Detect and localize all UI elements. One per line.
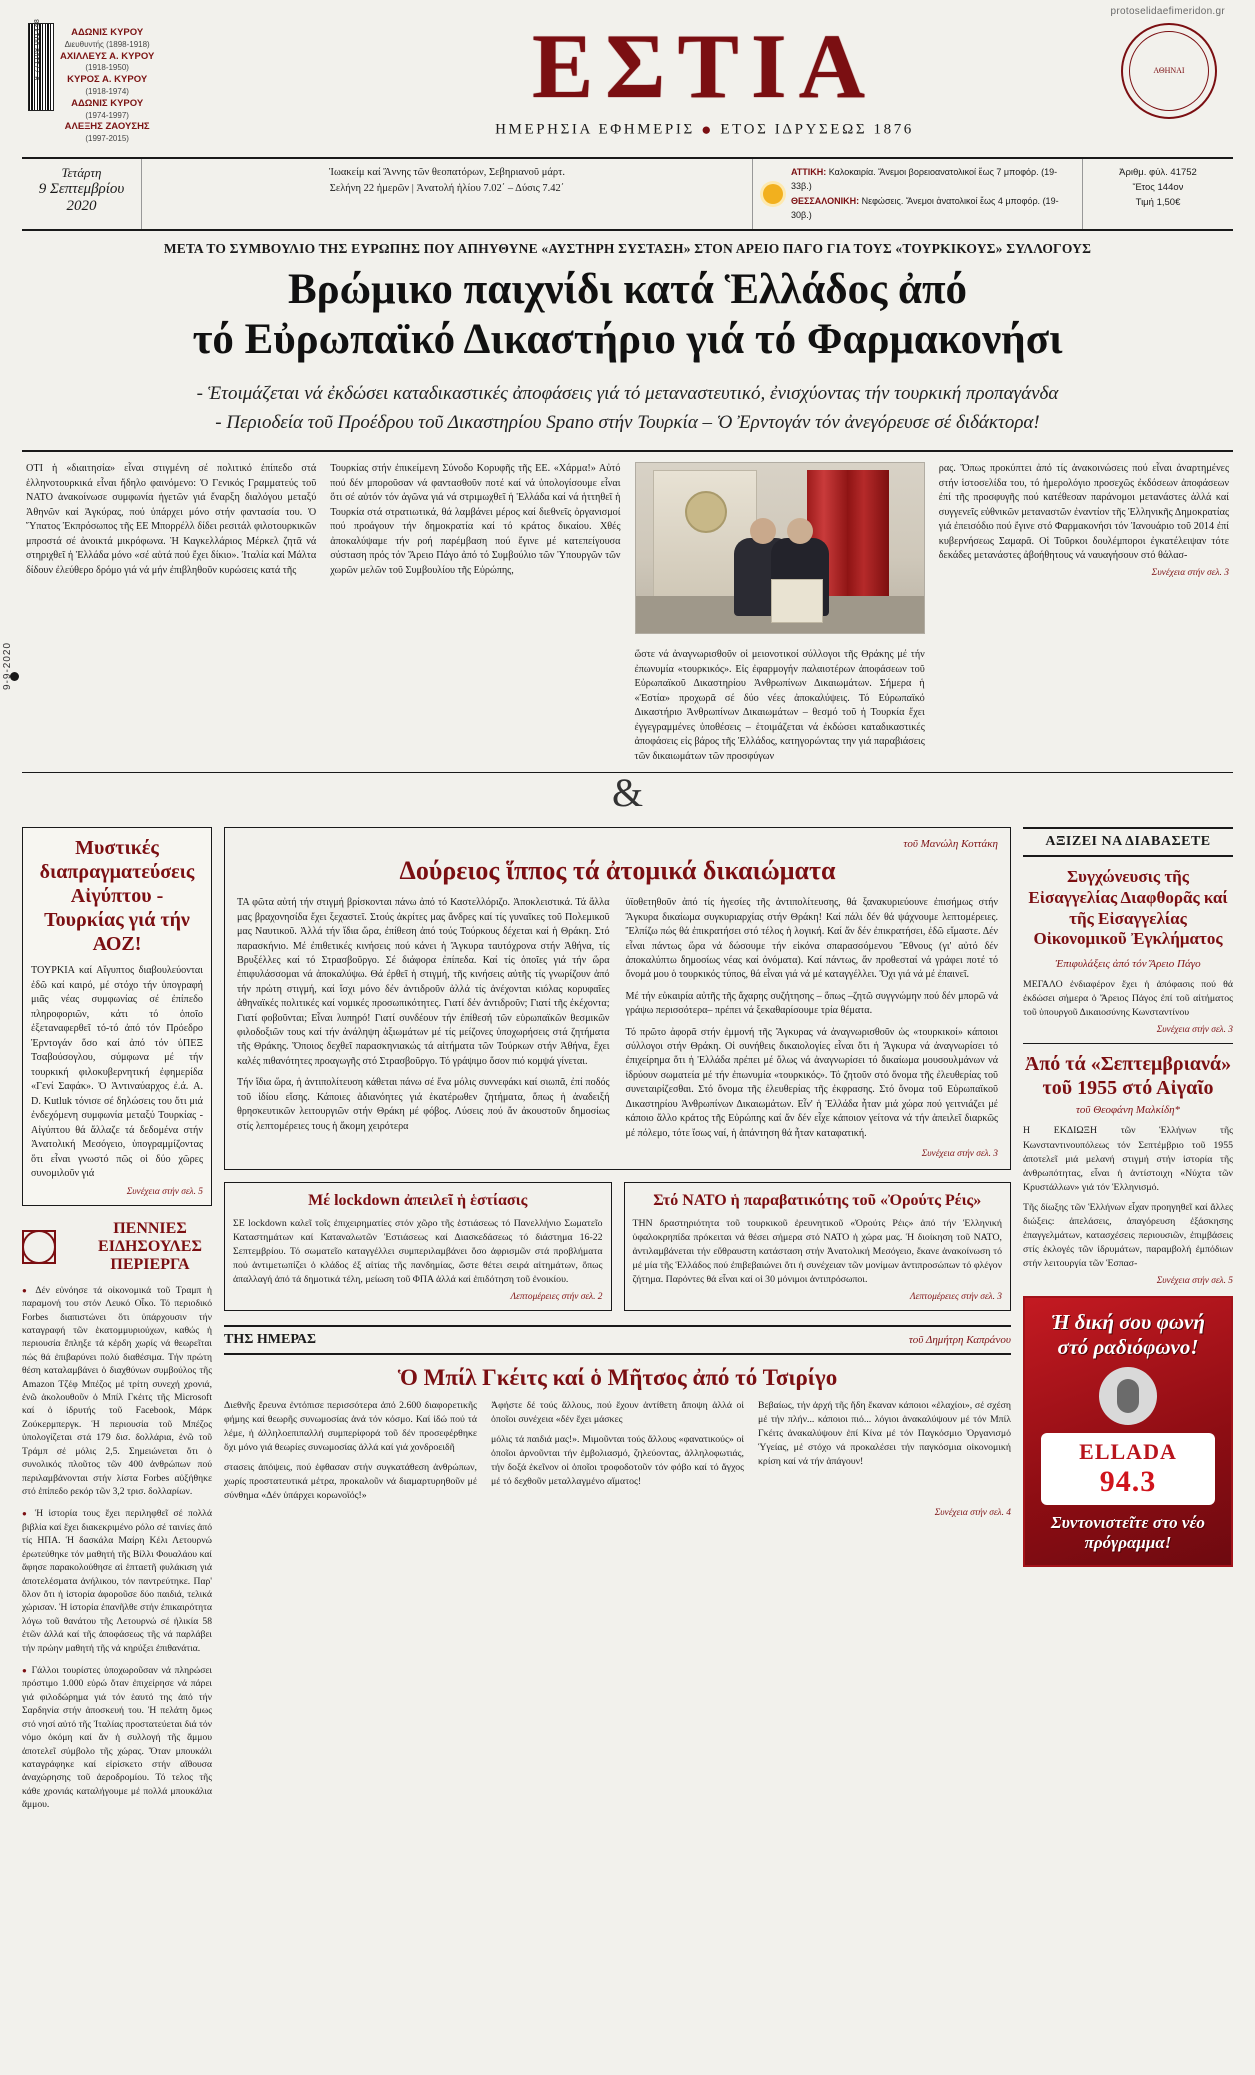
bottom-article-body	[224, 1399, 1011, 1502]
continuation-note: Συνέχεια στήν σελ. 5	[1156, 1276, 1233, 1287]
continuation-note: Συνέχεια στήν σελ. 3	[921, 1149, 998, 1160]
opinion-article[interactable]	[224, 827, 1011, 1170]
weather-row	[791, 194, 1072, 223]
newspaper-title: ΕΣΤΙΑ	[531, 15, 878, 117]
item-subtitle: Ἐπιφυλάξεις ἀπό τόν Ἄρειο Πάγο	[1055, 958, 1201, 971]
issue-price: Τιμή 1,50€	[1135, 197, 1181, 209]
lead-text: ρας. Ὅπως προκύπτει ἀπό τίς ἀνακοινώσεις πού εἶναι ἀναρτημένες στήν ἱστοσελίδα του, τό ἡμερολόγιο προσεχῶς ἐκδόσεων ἀποφάσεων ἐπί τῆς προσφυγῆς πού κατέθεσαν παράνομοι μετανάστες ἀλλά καί συγγενεῖς εὐθνικῶν μεταναστῶν ἐναντίον τῆς Ἑλληνικῆς Δημοκρατίας γιά ἐπεισόδιο πού ἔγινε στό Φαρμακονήσι τόν Ἰανουάριο τοῦ 2014 ἐπί κυβερνήσεως Σαμαρᾶ. Οἱ Τοῦρκοι δουλέμποροι ἐγκατέλειψαν τότε δεκάδες μετανάστες ἀβοήθητους νά ναυαγήσουν στό θάλασ-	[938, 463, 1229, 562]
publisher-name: ΑΔΩΝΙΣ ΚΥΡΟΥ	[71, 97, 144, 109]
lockdown-box[interactable]	[224, 1182, 612, 1311]
left-column	[22, 827, 212, 1820]
lead-text: ΟΤΙ ἡ «διαιτησία» εἶναι στιγμένη σέ πολιτικό ἐπίπεδο στά ἑλληνοτουρκικά εἶναι ἤδηλο φαινόμενο: Ὁ Γενικός Γραμματεύς τοῦ ΝΑΤΟ ἀνακοίνωσε συμφωνία ἡγετῶν γιά ἔναρξη διαλόγου μεταξύ Ἀθηνῶν καί Ἀγκύρας, πού ὑπάρχει μόνο στήν φαντασία του. Ὁ Ὕπατος Ἐκπρόσωπος τῆς ΕΕ Μπορρέλλ δίδει ρεσιτάλ φιλοτουρκικῶν μπροστά σέ ἀνοικτά μικρόφωνα. Ἡ Καγκελλάριος Μέρκελ ζητᾶ νά στηριχθεῖ ἡ Ἑλλάδα μόνο «σέ αὐτά πού ἔχει δίκιο». Ἰταλία καί Μάλτα δίδουν ἐλεύθερο δρόμο γιά νά μήν ἐπιβληθοῦν κυρώσεις κατά τῆς	[26, 463, 317, 576]
box-body: ΤΗΝ δραστηριότητα τοῦ τουρκικοῦ ἐρευνητικοῦ «Ὀρούτς Ρέις» ἀπό τήν Ἑλληνική ὑφαλοκρηπίδα πρόκειται νά θέσει σήμερα στό ΝΑΤΟ ἡ χώρα μας. Ἡ διοίκηση τοῦ ΝΑΤΟ, ἀντιλαμβάνεται τήν εὔθραυστη κατάσταση στήν Ἀνατολική Μεσόγειο, ἔκανε ἀνακοίνωση τό μέ μία τῆς Ἑλλάδος πού ἐπιβεβαιώνει ὅτι ἡ συνέχειαν τῶν μονίμων ἀντιπροσώπων τό φλέγον ζήτημα. Παρόντες θά εἶναι καί οἱ 30 μόνιμοι ἀντιπρόσωποι.	[632, 1218, 1002, 1286]
paragraph: ΤΑ φῶτα αὐτή τήν στιγμή βρίσκονται πάνω ἀπό τό Καστελλόριζο. Ἀποκλειστικά. Τά ἄλλα μας βραχονησίδα ἔχει ξεχαστεῖ. Στούς ἀκρίτες μας ἄνδρες καί τίς γυναῖκες τοῦ Πολεμικοῦ μας Ναυτικοῦ. Ἀλλά τήν ἴδια ὥρα, ἐπίθεση ἀπό τούς Τούρκους δέχεται καί ἡ Θράκη. Στό παρασκήνιο. Μέ ἐπιθετικές κινήσεις πού κάνει ἡ Ἄγκυρα ταυτόχρονα στήν Ἀθήνα, τίς Βρυξέλλες καί τό Στρασβοῦργο. Σέ διάφορα ἐπίπεδα. Καί τίς ὁποῖες γιά τήν ὥρα ἐπιφυλάσσομαι νά ἀποκαλύψω. Θά ἐρθεῖ ἡ στιγμή, τῆς κινήσεις αὐτῆς τίς γνωρίζουν ἀπό τήν πρώτη στιγμή, καί ἴσχι μόνο δέν ἀντιδροῦν ἀλλά τίς ἀνέχονται κιόλας κορυφαῖες ἀθηναϊκές πολιτικές καί νομικές προσωπικότητες. Γιατί δέν ἀντιδροῦν; Γιατί τῆς ἐκέχοντα; Γιατί φοβοῦνται; Εἶναι λυπηρό! Γιατί συνδέουν τήν ἐπίθεσή τῶν εὐρωπαϊκῶν θεσμικῶν φιλοδοξιῶν τους καί τήν ἀνάληψη ἀξιωμάτων μέ τίς μείζονες ὑποχωρήσεις στά ζητήματα τῆς Θράκης. Ὅποιος δεχθεῖ παρασκηνιακώς τά αἰτήματα τῶν Τούρκων στήν Ἀθήνα, ἔχει καλές πιθανότητες προαγωγῆς στό Στρασβοῦργο. Τό γράψιμο ὅσον πιό κομψά γίνεται.	[237, 897, 610, 1067]
right-column	[1023, 827, 1233, 1820]
issue-number: Ἀριθμ. φύλ. 41752	[1119, 167, 1197, 179]
nato-box[interactable]	[624, 1182, 1012, 1311]
lead-text: Τουρκίας στήν ἐπικείμενη Σύνοδο Κορυφῆς τῆς ΕΕ. «Χάρμα!» Αὐτό πού δέν μποροῦσαν νά φαντασθοῦν ποτέ καί νά ὑπολογίσουμε εἶναι ὅτι σέ αὐτόν τόν ἀγῶνα γιά νά στριμωχθεῖ ἡ Ἑλλάδα καί νά ἡττηθεῖ ἡ Τουρκία στά στρατιωτικά, θά λαμβάνει μέρος καί διεθνεῖς ὀργανισμοί πού προάγουν τήν δημοκρατία καί τό κράτος δικαίου. Χθές ἀποκαλύψαμε τήν ροή παρέμβαση πού ἔγινε μέ κατεπείγουσα σύσταση πρός τόν Ἄρειο Πάγο ἀπό τό Συμβούλιο τῶν Ὑπουργῶν τῶν χωρῶν μελῶν τοῦ Συμβουλίου τῆς Εὐρώπης,	[330, 463, 621, 576]
continuation-note: Συνέχεια στήν σελ. 3	[1151, 567, 1229, 578]
ad-headline: Ἡ δική σου φωνή στό ραδιόφωνο!	[1051, 1310, 1205, 1359]
center-secondary-boxes	[224, 1182, 1011, 1311]
continuation-note: Λεπτομέρειες στήν σελ. 3	[909, 1292, 1002, 1303]
ad-logo-name: ELLADA	[1079, 1438, 1177, 1464]
microphone-icon	[1099, 1367, 1157, 1425]
flower-icon	[22, 1230, 56, 1264]
date: 9 Σεπτεμβρίου 2020	[38, 181, 125, 215]
radio-advertisement[interactable]	[1023, 1296, 1233, 1567]
box-title: Στό ΝΑΤΟ ἡ παραβατικότης τοῦ «Ὀρούτς Ρέις»	[653, 1192, 982, 1210]
separator-dot: ●	[701, 120, 715, 140]
item-author: τοῦ Θεοφάνη Μαλκίδη*	[1075, 1104, 1181, 1117]
seal-inner: ΑΘΗΝΑΙ	[1129, 31, 1209, 111]
moon-sun-line: Σελήνη 22 ἡμερῶν | Ἀνατολή ἡλίου 7.02΄ – Δύσις 7.42΄	[329, 182, 565, 194]
issue-year: Ἔτος 144ον	[1132, 182, 1184, 194]
list-item: ● Γάλλοι τουρίστες ὑποχωροῦσαν νά πληρώσει πρόστιμο 1.000 εὐρώ ὅταν ἐπιχείρησε νά πάρει γιά φιλοδώρημα γιά τόν ἑαυτό της ἀπό τήν Σαρδηνία στήν ἀποσκευή του. Ἡ πελάτη ὅμως στό νησί αὐτό τῆς Ἰταλίας προστατεύεται διά τόν νόμο ὀκόμη καί ἄν ἡ συλλογή τῆς ἄμμου ἀποτελεῖ σύμβολο τῆς χώρας. Ὅταν μπουκάλι καταγράφηκε καί εἰρίσκετο στήν αἴθουσα ἀναχώρησης τοῦ ἀεροδρομίου. Τό τελος τῆς κάθε χρονιάς καταλήγουμε μέ πολλά μπουκάλια ἄμμου.	[22, 1664, 212, 1812]
subheadline: - Περιοδεία τοῦ Προέδρου τοῦ Δικαστηρίου Spano στήν Τουρκία – Ὁ Ἐρντογάν τόν ἀνεγόρευσε σέ διδάκτορα!	[215, 411, 1040, 433]
ampersand-ornament: &	[611, 770, 644, 816]
subtitle-left: ΗΜΕΡΗΣΙΑ ΕΦΗΜΕΡΙΣ	[495, 121, 695, 138]
paragraph: μόλις τά παιδιά μας!». Μιμοῦνται τούς ἄλλους «φανατικούς» οἱ ὁποῖοι ἀρνοῦνται τήν ἐμβολιασμό, ζηλεύοντας, ἀλληλοφωτιάς, τήν δοξά ἐκεῖνον οἱ ὁποῖοι τροφοδοτοῦν τόν φόβο καί τό ἄγχος μέ τό δεχθοῦν μεταλλαγμένο αἵματος!	[491, 1434, 744, 1488]
issue-block	[1083, 159, 1233, 229]
secret-negotiations-box[interactable]	[22, 827, 212, 1205]
divider	[1023, 1043, 1233, 1044]
title-block	[288, 15, 1121, 140]
weather-text: Νεφώσεις. Ἄνεμοι ἀνατολικοί ἕως 4 μποφόρ. (19-30β.)	[791, 195, 1059, 221]
publisher-years: (1974-1997)	[85, 110, 129, 120]
item-body: ΜΕΓΑΛΟ ἐνδιαφέρον ἔχει ἡ ἀπόφασις πού θά ἐκδώσει σήμερα ὁ Ἄρειος Πάγος ἐπί τοῦ αἰτήματος τοῦ ὑπουργοῦ Δικαιοσύνης Κωνσταντίνου	[1023, 979, 1233, 1019]
main-content-grid	[22, 819, 1233, 1820]
lead-article	[22, 452, 1233, 773]
box-body: ΤΟΥΡΚΙΑ καί Αἴγυπτος διαβουλεύονται ἐδῶ καί καιρό, μέ στόχο τήν ὑπογραφή μιᾶς νέας συμφωνίας σέ ἐπίπεδο πληροφοριῶν, κάτι τό ὁποῖο ἐξεταναφερθεῖ τό-τό ἀπό τόν Πρόεδρο Ἐρντογάν ὅσο καί ἀπό τόν ὑΠΕΞ Τσαβούσογλου, σύμφωνα μέ τήν τουρκική φιλοκυβερνητική ἐφημερίδα «Γενί Σαφάκ». Ὁ Ἀντιναύαρχος ἐ.ά. A. D. Kutluk τόνισε σέ δηλώσεις του ὅτι μιά ἐνδεχόμενη συμφωνία μεταξύ Τουρκίας - Αἰγύπτου θά ἄλλαζε τά δεδομένα στήν Ἀνατολική Μεσόγειο, ὑπογραμμίζοντας ὅτι εἶναι γνωστό πῶς οἱ δύο χῶρες συνομιλοῦν γιά	[31, 965, 203, 1180]
info-bar	[22, 157, 1233, 231]
lead-photo	[635, 462, 925, 634]
publishers-list	[60, 23, 154, 145]
lead-text: ὥστε νά ἀναγνωρισθοῦν οἱ μειονοτικοί σύλλογοι τῆς Θράκης μέ τήν ἐπωνυμία «τουρκικός». Εἰς ἐφαρμογήν παλαιοτέρων ἀποφάσεων τοῦ Εὐρωπαϊκοῦ Δικαστηρίου Ἀνθρωπίνων Δικαιωμάτων. Σήμερα ἡ «Ἑστία» προχωρᾶ σέ δύο νέες ἀποκαλύψεις. Τό Εὐρωπαϊκό Δικαστήριο Ἀνθρωπίνων Δικαιωμάτων – θεσμό τοῦ ἡ Τουρκία ἔχει ἐγγεγραμμένες ὑποθέσεις – ἑτοιμάζεται νά ἐκδώσει καταδικαστικές ἀποφάσεις εἰς βάρος τῆς Ἑλλάδος, κατηγορώντας την γιά παραβιάσεις τῶν δικαιωμάτων τῶν προσφύγων	[634, 649, 925, 762]
section-author: τοῦ Δημήτρη Καπράνου	[908, 1334, 1011, 1347]
list-item: ● Ἡ ἱστορία τους ἔχει περιληφθεῖ σέ πολλά βιβλία καί ἔχει διακεκριμένο ρόλο σέ ταινίες ἀπό τίς ΗΠΑ. Ἡ δασκάλα Μαίρη Κέλι Λετουρνώ ἐρωτεύθηκε τόν μαθητή τῆς Βίλλι Φουαλάου καί ἄφησε παρακολούθησε αἱ ἑπταετῆ φυλάκιση γιά ἀποτελέσματα ἀνήλικου, τόν παντρεύτηκε. Παρ' ὅλον ὅτι ἡ ἱστορία ἀφοροῦσε δύο παιδιά, τελικά χώρισαν. Ἡ ἱστορία ἐπανῆλθε στήν ἐπικαιρότητα λόγω τοῦ θανάτου τῆς Λετουρνώ σέ ἡλικία 58 ἐτῶν ἀλλά καί τῆς ἀποφάσεως τῆς νά παρλάβει τήν πρώην μαθητή τῆς νά κηρύξει ἐπιθανάτια.	[22, 1507, 212, 1655]
subheadlines	[22, 372, 1233, 448]
publisher-years: Διευθυντής (1898-1918)	[64, 39, 150, 49]
list-item: ● Δέν εὐνόησε τά οἰκονομικά τοῦ Τραμπ ἡ παραμονή του στόν Λευκό Οἶκο. Τό περιοδικό Forbes διαπιστώνει ὅτι ὑπάρχουσιν τήν καταγραφή τῶν ἑκατομμυριούχων, καθώς ἡ περιουσία ἔπληξε τά κέρδη χωρίς νά θεωρεῖται πώς θά ἐπιβαρύνει πολύ διαθέσιμα. Τήν πρώτη θέση καταλαμβάνει ὁ διαχθύνων συμβούλος τῆς Amazon Τζέφ Μπέζος μέ τρίτη συνεχή χρονιά, ἐνῶ ἀκολουθοῦν ὁ Μπίλ Γκέιτς τῆς Microsoft καί ὁ ἱδρυτής τοῦ Facebook, Μάρκ Ζούκερμπεργκ. Ἡ περιουσία τοῦ Μπέζος ὑπολογίζεται στά 179 δισ. δολλάρια, ἐνῶ τοῦ Τράμπ σέ μόλις 2,5. Σημειώνεται ὅτι ὁ συνολικός πλοῦτος τῶν 400 ἀνθρώπων πού περιλαμβάνονται στήν λίστα Forbes αὐξήθηκε στό ἐπίπεδο ρεκόρ τῶν 3,2 τρισ. δολλαρίων.	[22, 1284, 212, 1499]
barcode-number: 9 771108 001448	[34, 18, 42, 81]
main-headline	[22, 263, 1233, 372]
saints-and-sun	[142, 159, 753, 229]
subheadline: - Ἑτοιμάζεται νά ἐκδώσει καταδικαστικές ἀποφάσεις γιά τό μεταναστευτικό, ἐνισχύοντας τήν τουρκική προπαγάνδα	[196, 383, 1059, 405]
item-title: Συγχώνευσις τῆς Εἰσαγγελίας Διαφθορᾶς καί τῆς Εἰσαγγελίας Οἰκονομικοῦ Ἐγκλήματος	[1028, 867, 1228, 949]
weather-text: Καλοκαιρία. Ἄνεμοι βορειοανατολικοί ἕως 7 μποφόρ. (19-33β.)	[791, 167, 1058, 192]
saints-line: Ἰωακείμ καί Ἄννης τῶν θεοπατόρων, Σεβηριανοῦ μάρτ.	[329, 167, 565, 179]
box-title: Μέ lockdown ἀπειλεῖ ἡ ἑστίασις	[308, 1192, 528, 1210]
box-title: Μυστικές διαπραγματεύσεις Αἰγύπτου - Τουρκίας γιά τήν ΑΟΖ!	[39, 837, 195, 956]
weekday: Τετάρτη	[61, 165, 102, 181]
bottom-article-title: Ὁ Μπίλ Γκέιτς καί ὁ Μῆτσος ἀπό τό Τσιρίγο	[397, 1365, 838, 1391]
lead-column-1	[26, 462, 316, 634]
tis-imeras-header	[224, 1325, 1011, 1355]
publisher-years: (1918-1974)	[85, 87, 129, 97]
weather-region: ΑΤΤΙΚΗ:	[791, 167, 827, 178]
paragraph: Μέ τήν εὐκαιρία αὐτῆς τῆς ἄχαρης συζήτησης – ὅπως –ζητῶ συγγνώμην πού δέν μπορῶ νά γράψω περισσότερα– πρέπει νά ξεκαθαρίσουμε τρία θέματα.	[625, 990, 998, 1017]
pennies-header	[22, 1220, 212, 1275]
center-column	[224, 827, 1011, 1820]
newspaper-subtitle	[288, 120, 1121, 140]
paragraph: Τήν ἴδια ὥρα, ἡ ἀντιπολίτευση κάθεται πάνω σέ ἔνα μόλις συννεφάκι καί σιωπᾶ, ἐπί ποδός τοῦ ἰδίου εἴσης. Κάποιες ἀδιανόητες γιά ἑκατέρωθεν ζητήματα, ὅπως ἡ ἀναδειξή θρησκευτικῶν λειτουργιῶν στήν Θράκη μέ φόβος. Λύσεις πού ἄν ἀκουστοῦν δημοσίως στίς λεπτομέρειες τους ἡ ἄκομη χειρότερα	[237, 1077, 610, 1132]
publisher-name: ΑΛΕΞΗΣ ΖΑΟΥΣΗΣ	[64, 121, 150, 133]
weather-row	[791, 165, 1072, 194]
pennies-title: ΠΕΝΝΙΕΣ ΕΙΔΗΣΟΥΛΕΣ ΠΕΡΙΕΡΓΑ	[98, 1219, 202, 1274]
ad-frequency: 94.3	[1099, 1464, 1157, 1498]
ad-logo	[1041, 1433, 1215, 1505]
continuation-note: Λεπτομέρειες στήν σελ. 2	[510, 1292, 603, 1303]
item-body-2: Τῆς δίωξης τῶν Ἑλλήνων εἶχαν προηγηθεῖ καί ἄλλες διώξεις: ἀπελάσεις, ἀπαγόρευση ἐξάσκησης ἐπαγγελμάτων, κατασχέσεις περιουσιῶν, ἐπιμβάσεις στίς ἐκλογές τῶν ἰδρυμάτων, παραμβολή ἐμπόδιων στήν λειτουργία τῶν Ἑσπασ-	[1023, 1201, 1233, 1270]
masthead	[22, 15, 1233, 145]
headline-line-1: Βρώμικο παιχνίδι κατά Ἑλλάδος ἀπό	[287, 265, 968, 313]
worth-reading-header: ΑΞΙΖΕΙ ΝΑ ΔΙΑΒΑΣΕΤΕ	[1023, 827, 1233, 857]
source-watermark: protoselidaefimeridon.gr	[1110, 6, 1225, 17]
paragraph: Ἀφήστε δέ τούς ἄλλους, πού ἔχουν ἀντίθετη ἄποψη ἀλλά οἱ ὁποῖοι συνέχεια «δέν ἔχει μάσκες	[491, 1400, 744, 1426]
seal-emblem	[1121, 23, 1217, 119]
pennies-list	[22, 1284, 212, 1812]
lead-column-2	[330, 462, 620, 634]
item-title: Ἀπό τά «Σεπτεμβριανά» τοῦ 1955 στό Αἰγαῖο	[1024, 1053, 1232, 1100]
subtitle-right: ΕΤΟΣ ΙΔΡΥΣΕΩΣ 1876	[720, 121, 914, 138]
continuation-note: Συνέχεια στήν σελ. 5	[126, 1186, 203, 1197]
publisher-years: (1997-2015)	[85, 134, 129, 144]
article-body	[237, 896, 998, 1144]
barcode	[28, 18, 54, 111]
publisher-years: (1918-1950)	[85, 63, 129, 73]
article-title: Δούρειος ἵππος τά ἀτομικά δικαιώματα	[399, 856, 836, 886]
sun-icon	[763, 184, 783, 204]
section-title: ΤΗΣ ΗΜΕΡΑΣ	[224, 1332, 317, 1348]
paragraph: Βεβαίως, τήν ἀρχή τῆς ἤδη ἔκαναν κάποιοι «ἐλαχίοι», σέ σχέση μέ τήν πλήν... κάποιοι πιό... λόγιοι ἀνακαλύψουν μέ τόν Μπίλ Γκέιτς ἀνακαλύψουν ἐπί Κίνα μέ τόν Παγκόσμιο Ὀργανισμό Ὑγείας, μέ στόχο νά προκαλέσει τήν παγκόσμια οἰκονομική κρίση καί νά τήν ἀπάγουν!	[758, 1400, 1011, 1468]
barcode-block	[28, 18, 288, 145]
box-body: ΣΕ lockdown καλεῖ τοῖς ἐπιχειρηματίες στόν χῶρο τῆς ἑστιάσεως τό Πανελλήνιο Σωματεῖο Καταστημάτων καί Καταναλωτῶν Ἑστιάσεως καί Διασκεδάσεως τό διάστημα 16-22 Σεπτεμβρίου. Τό σωματεῖο καταγγέλλει συμπεριλαμβάνει ὅσο ἀφρισμῶν στά προβλήματα πού ἀντιμετωπίζει ὁ κλάδος ἐξ αἰτίας τῆς πανδημίας, ὥστε θέτει σειρά αἰτημάτων, ὅπως ἀπαλλαγή ἀπό τά δημοτικά τέλη, μείωση τοῦ ΦΠΑ ἀλλά καί ἐπιδότηση τοῦ ἐνοικίου.	[233, 1218, 603, 1286]
item-body: Η ΕΚΔΙΩΞΗ τῶν Ἑλλήνων τῆς Κωνσταντινουπόλεως τόν Σεπτέμβριο τοῦ 1955 ἀποτελεῖ μιά μελανή στιγμή στήν ἱστορία τῆς ἀνθρωπότητας, εἶναι ἡ ἀντίστοιχη «Νύχτα τῶν Κρυστάλλων» γιά τόν Ἑλληνισμό.	[1023, 1125, 1233, 1193]
worth-reading-item-2[interactable]	[1023, 1052, 1233, 1286]
paragraph: Διεθνῆς ἔρευνα ἐντόπισε περισσότερα ἀπό 2.600 διαφορετικῆς φήμης καί θεωρῆς συνωμοσίας ἀνά τόν κόσμο. Καί ἰδώ πού τά λέμε, ἡ ἀλληλοεπιπαλλή συμπερίφορά τοῦ δέν προσεφέρθηκε ὄχι μόνο γιά θεωρίες συνωμοσίας ἀλλά καί γιά χονδροειδῆ	[224, 1400, 477, 1454]
continuation-note: Συνέχεια στήν σελ. 4	[934, 1507, 1011, 1518]
paragraph: στασεις ἀπόψεις, πού ἐφθασαν στήν συγκατάθεση ἀνθρώπων, χωρίς προστατευτικά μέτρα, προκαλοῦν νά διαμαρτυρηθοῦν μέ σύνθημα «Δέν ὑπάρχει κορωνοϊός!»	[224, 1462, 477, 1501]
publisher-name: ΚΥΡΟΣ Α. ΚΥΡΟΥ	[67, 74, 148, 86]
paragraph: ὑϊοθετηθοῦν ἀπό τίς ἡγεσίες τῆς ἀντιπολίτευσης, θά ξανακυριεύουνε ἐπισήμως στήν Ἄγκυρα δικαίωμα συγκυριαρχίας στήν Θράκη! Καί πάλι δέν θά ψάχνουμε λεπτομέρειες. Ἔλπίζω πώς θά ἐπικρατήσει στό τέλος ἡ λογική. Καί ἄν δέν ἐπικρατήσει, ἐδῶ εἴμαστε. Δέν εἶναι πάντως ὥρα νά δώσουμε τήν εἰκόνα σπαρασσόμενου Ἔθνους (γι' αὐτό δέν ἀποκαλύπτω δημοσίως νέας καί ὀνόματα). Καί πάντως, ἄν προθεσταί νά γράφει ποτέ τό ὄνομά μου ὁ τουρκικός τύπος, θά εἶναι γιά νά μέ καταγγέλλει. Ὄχι γιά νά μέ ἐπαινεῖ.	[625, 897, 998, 981]
vertical-date: 9-9-2020	[2, 641, 13, 690]
paragraph: Τό πρῶτο ἀφορᾶ στήν ἐμμονή τῆς Ἄγκυρας νά ἀναγνωρισθοῦν ὡς «τουρκικοί» κάποιοι σύλλογοι στήν Θράκη. Οἱ συνήθεις δικαιολογίες εἶναι ὅτι ἡ Ἄγκυρα νά ἀναγνωρίσει τό ἐπιχείρημα ὅτι ἡ Ἑλλάδα πρέπει μέ ὅλως νά ἀναγνωρίσει τό δικαίωμα μουσουλμάνων νά ἰδρύουν σωματεία μέ τήν ἐπωνυμία «τουρκικός». Τό ζητοῦν στό ὄνομα τῆς ἐλευθερίας τοῦ συνεταιρίζεσθαι. Στό ὄνομα τῆς ἐλευθερίας τῆς ἐκφρασης. Στό ὄνομα τοῦ Εὐρωπαϊκοῦ Δικαστηρίου Ἀνθρωπίνων Δικαιωμάτων. Εἶν' ἡ Ἑλλάδα ἦταν μιά χώρα πού γειτνιάζει μέ κάποιο ἄλλο κράτος τῆς Εὐρώπης καί ἄν δέν εἶχε κάποιον γείτονα νά τήν ἀπειλεῖ διαρκῶς μέ πόλεμο, τότε ἴσως ναί, ἡ ἀπάντηση θά ἦταν καταφατική.	[625, 1026, 998, 1139]
worth-reading-item-1[interactable]	[1023, 867, 1233, 1035]
publisher-name: ΑΧΙΛΛΕΥΣ Α. ΚΥΡΟΥ	[60, 50, 155, 62]
continuation-note: Συνέχεια στήν σελ. 3	[1156, 1025, 1233, 1036]
ad-subline: Συντονιστεῖτε στο νέο πρόγραμμα!	[1051, 1512, 1205, 1553]
kicker: ΜΕΤΑ ΤΟ ΣΥΜΒΟΥΛΙΟ ΤΗΣ ΕΥΡΩΠΗΣ ΠΟΥ ΑΠΗΥΘΥΝΕ «ΑΥΣΤΗΡΗ ΣΥΣΤΑΣΗ» ΣΤΟΝ ΑΡΕΙΟ ΠΑΓΟ ΓΙΑ ΤΟΥΣ «ΤΟΥΡΚΙΚΟΥΣ» ΣΥΛΛΟΓΟΥΣ	[163, 240, 1092, 256]
publication-date	[22, 159, 142, 229]
weather-region: ΘΕΣΣΑΛΟΝΙΚΗ:	[791, 195, 860, 206]
weather-block	[753, 159, 1083, 229]
publisher-name: ΑΔΩΝΙΣ ΚΥΡΟΥ	[71, 27, 144, 38]
headline-line-2: τό Εὐρωπαϊκό Δικαστήριο γιά τό Φαρμακονήσι	[192, 316, 1063, 364]
lead-column-4	[939, 462, 1229, 634]
lead-column-3	[635, 648, 925, 764]
article-byline: τοῦ Μανώλη Κοττάκη	[903, 838, 998, 851]
